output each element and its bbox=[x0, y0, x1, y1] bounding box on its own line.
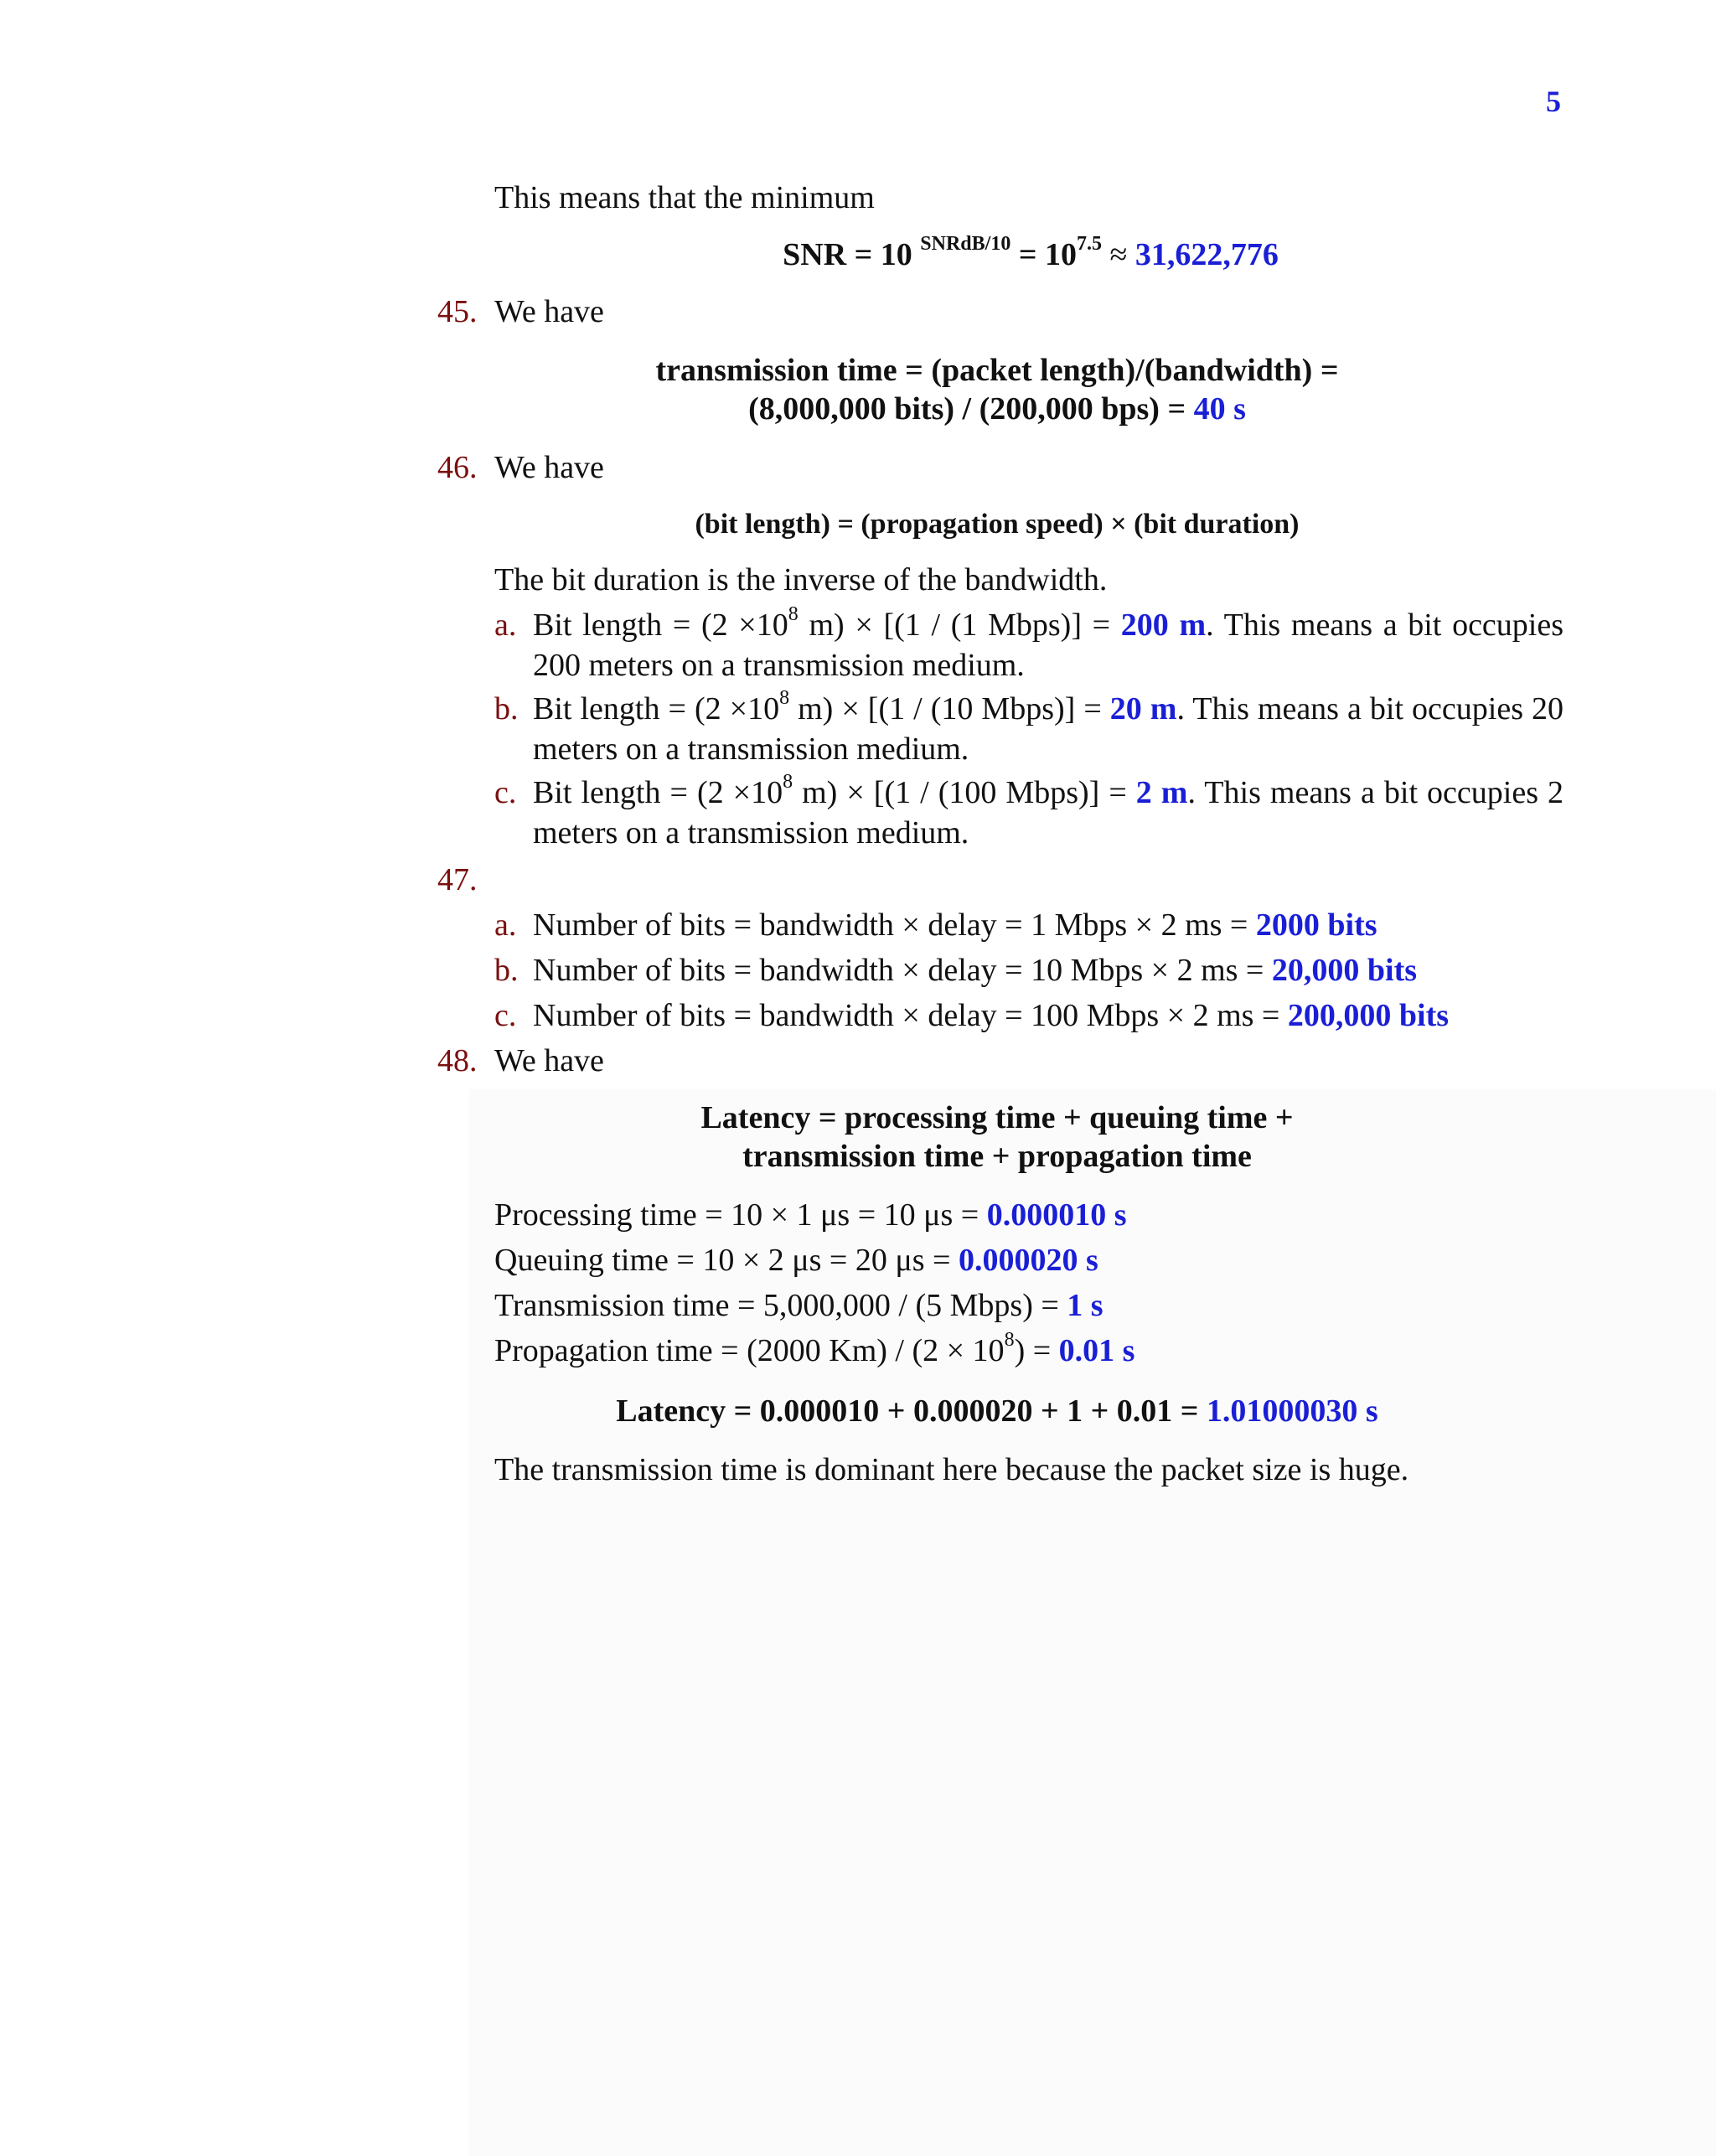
q47-item-c-letter: c. bbox=[494, 998, 517, 1033]
question-number-46: 46. bbox=[437, 450, 478, 485]
q46-item-b: Bit length = ($2 \times 10^8$ m) × [(1 / (10 Mbps)] = 20 m. This means a bit occupies 20 meters on a transmission medium. bbox=[533, 687, 1564, 767]
propagation-time: Propagation time = (2000 $Km) / (2 \times 10^8) = 0.01$ s bbox=[494, 1329, 1135, 1368]
page-number: 5 bbox=[1546, 85, 1561, 118]
transmission-time-value: 1 s bbox=[1067, 1288, 1104, 1323]
queuing-time-value: 0.000020 s bbox=[958, 1243, 1098, 1278]
question-number-47: 47. bbox=[437, 862, 478, 897]
q47-item-b-answer: 20,000 bits bbox=[1271, 953, 1418, 988]
transmission-time: Transmission time = 5,000,000 / (5 Mbps) = 1 s bbox=[494, 1288, 1104, 1323]
q48-text: We have bbox=[494, 1043, 604, 1078]
q46-item-b-letter: b. bbox=[494, 691, 519, 726]
q48-equation-line1: Latency = processing time + queuing time + bbox=[700, 1100, 1294, 1135]
processing-time-value: 0.000010 s bbox=[986, 1197, 1127, 1233]
snr-value: 31,622,776 bbox=[1135, 237, 1279, 272]
intro-text: This means that the minimum bbox=[494, 180, 875, 215]
processing-time: Processing time = 10 × 1 μs = 10 μs = 0.000010 s bbox=[494, 1197, 1127, 1233]
q47-item-a-answer: 2000 bits bbox=[1255, 907, 1377, 943]
q46-equation: (bit length) = (propagation speed) × (bit duration) bbox=[695, 509, 1300, 540]
q46-item-a: Bit length = ($2 \times 10^8$ m) × [(1 / (1 Mbps)] = 200 m. This means a bit occupies 200 meters on a transmission medium. bbox=[533, 603, 1564, 683]
snr-equation: SNR = 10 $^{SNRdB/10} = 10^{7.5} \approx 31,622,776$ bbox=[783, 233, 1279, 272]
latency-equation: Latency = 0.000010 + 0.000020 + 1 + 0.01 = 1.01000030 s bbox=[616, 1393, 1378, 1429]
q46-item-b-answer: 20 m bbox=[1109, 691, 1177, 726]
q46-note: The bit duration is the inverse of the bandwidth. bbox=[494, 562, 1108, 597]
q47-item-a-letter: a. bbox=[494, 907, 517, 943]
q48-conclusion: The transmission time is dominant here because the packet size is huge. bbox=[494, 1452, 1409, 1487]
queuing-time: Queuing time = 10 × 2 μs = 20 μs = 0.000020 s bbox=[494, 1243, 1098, 1278]
q48-equation-line2: transmission time + propagation time bbox=[742, 1139, 1252, 1174]
q47-item-c-answer: 200,000 bits bbox=[1287, 998, 1450, 1033]
q45-equation-line2: (8,000,000 bits) / (200,000 bps) = 40 s bbox=[748, 391, 1246, 427]
q47-item-b-letter: b. bbox=[494, 953, 519, 988]
question-number-45: 45. bbox=[437, 294, 478, 329]
q47-item-c: Number of bits = bandwidth × delay = 100 Mbps × 2 ms = 200,000 bits bbox=[533, 998, 1450, 1033]
q46-item-a-letter: a. bbox=[494, 608, 517, 643]
q46-item-c: Bit length = ($2 \times 10^8$ m) × [(1 / (100 Mbps)] = 2 m. This means a bit occupies 2 meters on a transmission medium. bbox=[533, 771, 1564, 851]
latency-value: 1.01000030 s bbox=[1206, 1393, 1378, 1429]
q45-text: We have bbox=[494, 294, 604, 329]
q47-item-b: Number of bits = bandwidth × delay = 10 Mbps × 2 ms = 20,000 bits bbox=[533, 953, 1418, 988]
q46-text: We have bbox=[494, 450, 604, 485]
q45-answer: 40 s bbox=[1193, 391, 1246, 427]
q47-item-a: Number of bits = bandwidth × delay = 1 Mbps × 2 ms = 2000 bits bbox=[533, 907, 1377, 943]
propagation-time-value: 0.01 s bbox=[1058, 1333, 1135, 1368]
q46-item-c-letter: c. bbox=[494, 775, 517, 810]
q45-equation-line1: transmission time = (packet length)/(bandwidth) = bbox=[655, 353, 1339, 388]
q46-item-c-answer: 2 m bbox=[1135, 775, 1188, 810]
q46-item-a-answer: 200 m bbox=[1120, 608, 1207, 643]
question-number-48: 48. bbox=[437, 1043, 478, 1078]
